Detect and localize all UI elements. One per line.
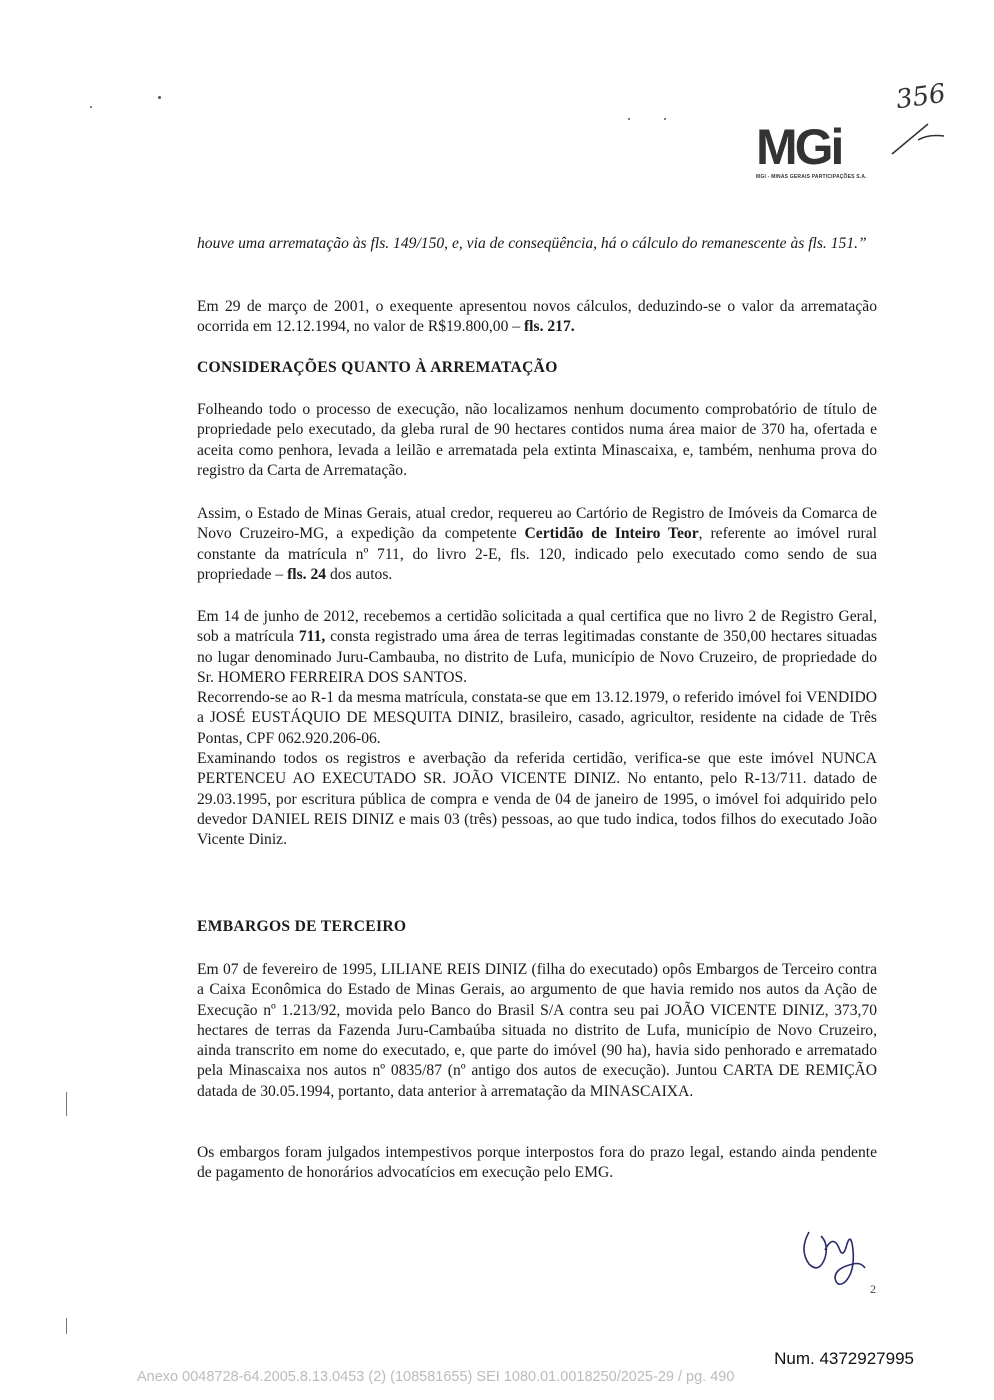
scan-speck	[628, 118, 630, 120]
text-span: Assim, o Estado de Minas Gerais, atual credor, requereu ao Cartório de Registro de Imóveis da Comarca de Novo Cruzeiro-MG, a expedição da competente	[197, 505, 877, 543]
logo-mark: MGi	[756, 119, 842, 175]
bold-reference: fls. 24	[287, 565, 327, 583]
bold-reference: fls. 217.	[523, 318, 575, 336]
page-number: 2	[870, 1282, 876, 1296]
paragraph-folheando	[197, 400, 877, 481]
scan-speck	[664, 118, 666, 120]
footer-reference: Anexo 0048728-64.2005.8.13.0453 (2) (108581655) SEI 1080.01.0018250/2025-29 / pg. 490	[137, 1369, 735, 1385]
section-heading-embargos: EMBARGOS DE TERCEIRO	[197, 918, 407, 935]
paragraph-calculos	[197, 297, 877, 338]
logo-subtitle: MGI - MINAS GERAIS PARTICIPAÇÕES S.A.	[756, 174, 867, 180]
text-span: consta registrado uma área de terras legitimadas constante de 350,00 hectares situadas no lugar denominado Juru-Cambauba, no distrito de Lufa, município de Novo Cruzeiro, de propriedade do Sr. HOMERO FERREIRA DOS SANTOS.	[197, 628, 877, 686]
paragraph-assim	[197, 504, 877, 585]
quote-text: houve uma arrematação às fls. 149/150, e, via de conseqüência, há o cálculo do remanescente às fls. 151.”	[197, 235, 867, 252]
paragraph-text	[197, 607, 877, 688]
quote-paragraph	[197, 234, 877, 254]
paragraph-text	[197, 297, 877, 338]
folio-slash-mark	[888, 118, 948, 158]
folio-number: 356	[894, 78, 948, 116]
bold-certidao: Certidão de Inteiro Teor	[524, 525, 699, 543]
bold-matricula: 711,	[298, 628, 326, 646]
paragraph-text	[197, 504, 877, 585]
paragraph-embargos	[197, 960, 877, 1102]
paragraph-text: Folheando todo o processo de execução, não localizamos nenhum documento comprobatório de título de propriedade pelo executado, da gleba rural de 90 hectares contidos numa área maior de 370 ha, ofertada e aceita como penhora, levada a leilão e arrematada pela extinta Minascaixa, e, também, nenhuma prova do registro da Carta de Arrematação.	[197, 401, 877, 479]
company-logo	[756, 119, 876, 184]
text-span: Em 29 de março de 2001, o exequente apresentou novos cálculos, deduzindo-se o valor da arrematação ocorrida em 12.12.1994, no valor de R$19.800,00 –	[197, 298, 877, 336]
paragraph-text: Examinando todos os registros e averbação da referida certidão, verifica-se que este imóvel NUNCA PERTENCEU AO EXECUTADO SR. JOÃO VICENTE DINIZ. No entanto, pelo R-13/711. datado de 29.03.1995, por escritura pública de compra e venda de 04 de janeiro de 1995, o imóvel foi adquirido pelo devedor DANIEL REIS DINIZ e mais 03 (três) pessoas, ao que tudo indica, todos filhos do executado João Vicente Diniz.	[197, 750, 877, 849]
paragraph-text: Os embargos foram julgados intempestivos porque interpostos fora do prazo legal, estando ainda pendente de pagamento de honorários advocatícios em execução pelo EMG.	[197, 1144, 877, 1182]
section-heading-arrematacao: CONSIDERAÇÕES QUANTO À ARREMATAÇÃO	[197, 359, 558, 376]
scan-speck	[158, 96, 161, 99]
text-span: dos autos.	[326, 565, 393, 583]
paragraph-text: Em 07 de fevereiro de 1995, LILIANE REIS DINIZ (filha do executado) opôs Embargos de Terceiro contra a Caixa Econômica do Estado de Minas Gerais, ao argumento de que havia remido nos autos da Ação de Execução nº 1.213/92, movida pelo Banco do Brasil S/A contra seu pai JOÃO VICENTE DINIZ, 373,70 hectares de terras da Fazenda Juru-Cambaúba situada no distrito de Lufa, município de Novo Cruzeiro, ainda transcrito em nome do executado, e, que parte do imóvel (90 ha), havia sido penhorado e arrematado pela Minascaixa nos autos nº 0835/87 (nº antigo dos autos de execução). Juntou CARTA DE REMIÇÃO datada de 30.05.1994, portanto, data anterior à arrematação da MINASCAIXA.	[197, 961, 877, 1100]
scan-edge-mark	[66, 1092, 67, 1116]
scan-speck	[90, 106, 92, 108]
text-span: , referente ao imóvel rural constante da matrícula nº 711, do livro 2-E, fls. 120, indicado pelo executado como sendo de sua propriedade –	[197, 525, 877, 583]
scan-edge-mark	[66, 1318, 67, 1334]
text-span: Em 14 de junho de 2012, recebemos a certidão solicitada a qual certifica que no livro 2 de Registro Geral, sob a matrícula	[197, 608, 877, 646]
paragraph-julgados	[197, 1143, 877, 1184]
document-number-stamp: Num. 4372927995	[774, 1349, 914, 1368]
paragraph-text: Recorrendo-se ao R-1 da mesma matrícula, constata-se que em 13.12.1979, o referido imóvel foi VENDIDO a JOSÉ EUSTÁQUIO DE MESQUITA DINIZ, brasileiro, casado, agricultor, residente na cidade de Três Pontas, CPF 062.920.206-06.	[197, 689, 877, 747]
paragraph-certidao-block	[197, 607, 877, 851]
handwritten-signature	[795, 1220, 870, 1290]
